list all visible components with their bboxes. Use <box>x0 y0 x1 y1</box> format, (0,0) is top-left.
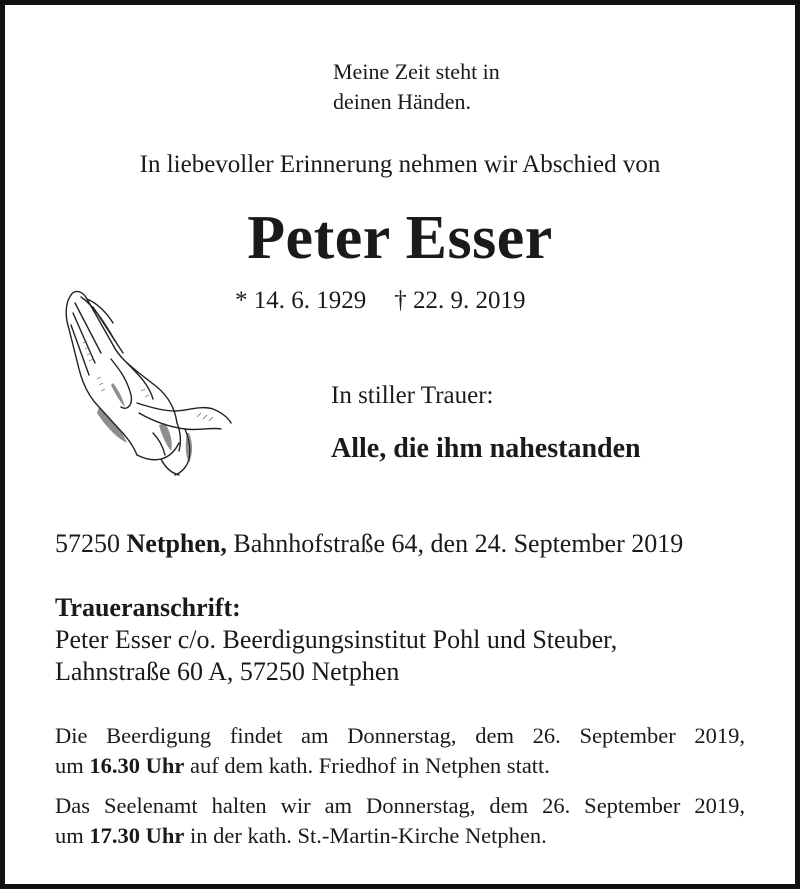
intro-text: In liebevoller Erinnerung nehmen wir Abschied von <box>139 151 661 178</box>
death-date: † 22. 9. 2019 <box>394 287 526 314</box>
requiem-pre: um <box>55 823 84 848</box>
requiem-post: in der kath. St.-Martin-Kirche Netphen. <box>190 823 547 848</box>
funeral-post: auf dem kath. Friedhof in Netphen statt. <box>190 753 550 778</box>
mourning-address-heading: Traueranschrift: <box>55 593 241 622</box>
requiem-line-2 <box>55 821 745 851</box>
quote-line-2: deinen Händen. <box>333 89 472 114</box>
requiem-time: 17.30 Uhr <box>89 823 185 848</box>
place-date-line <box>55 529 683 559</box>
requiem-notice <box>55 791 745 851</box>
funeral-notice <box>55 721 745 781</box>
praying-hands-icon <box>53 283 233 478</box>
mourning-address-line-2: Lahnstraße 60 A, 57250 Netphen <box>55 657 400 686</box>
mourning-label: In stiller Trauer: <box>331 382 494 409</box>
street-date: Bahnhofstraße 64, den 24. September 2019 <box>233 529 684 558</box>
city: Netphen, <box>126 529 227 558</box>
funeral-time: 16.30 Uhr <box>89 753 185 778</box>
funeral-line-2 <box>55 751 745 781</box>
deceased-name: Peter Esser <box>247 204 553 272</box>
birth-date: * 14. 6. 1929 <box>235 287 367 314</box>
mourning-address-line-1: Peter Esser c/o. Beerdigungsinstitut Pohl und Steuber, <box>55 625 618 654</box>
mourners: Alle, die ihm nahestanden <box>331 433 641 464</box>
zip-code: 57250 <box>55 529 120 558</box>
quote-line-1: Meine Zeit steht in <box>333 59 500 84</box>
funeral-pre: um <box>55 753 84 778</box>
life-dates <box>235 287 526 315</box>
requiem-line-1: Das Seelenamt halten wir am Donnerstag, dem 26. September 2019, <box>55 793 745 818</box>
funeral-line-1: Die Beerdigung findet am Donnerstag, dem 26. September 2019, <box>55 723 745 748</box>
bible-quote <box>333 57 500 117</box>
